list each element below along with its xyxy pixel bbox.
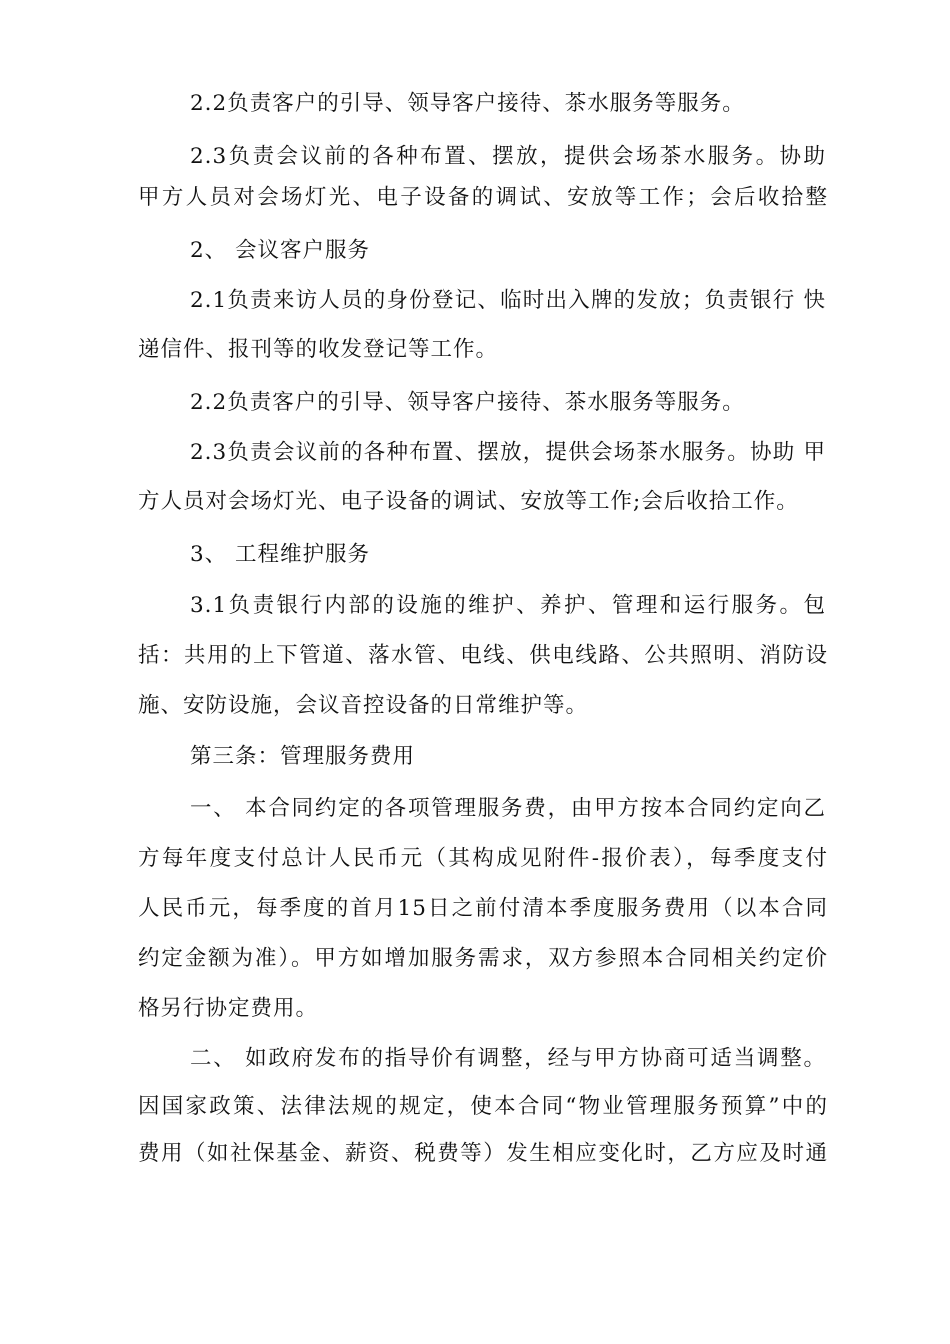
article-heading-3: 第三条：管理服务费用 xyxy=(190,744,416,769)
paragraph-line-12: 括：共用的上下管道、落水管、电线、供电线路、公共照明、消防设 xyxy=(138,643,828,668)
paragraph-line-2: 2.3负责会议前的各种布置、摆放，提供会场茶水服务。协助 xyxy=(190,144,826,169)
paragraph-line-15: 一、 本合同约定的各项管理服务费，由甲方按本合同约定向乙 xyxy=(190,796,826,821)
paragraph-line-3: 甲方人员对会场灯光、电子设备的调试、安放等工作；会后收拾整 xyxy=(138,185,828,210)
paragraph-line-11: 3.1负责银行内部的设施的维护、养护、管理和运行服务。包 xyxy=(190,593,826,618)
paragraph-line-9: 方人员对会场灯光、电子设备的调试、安放等工作;会后收拾工作。 xyxy=(138,489,799,514)
paragraph-line-16: 方每年度支付总计人民币元（其构成见附件-报价表），每季度支付 xyxy=(138,846,828,871)
paragraph-line-5: 2.1负责来访人员的身份登记、临时出入牌的发放；负责银行 快 xyxy=(190,288,826,313)
paragraph-line-21: 因国家政策、法律法规的规定，使本合同“物业管理服务预算”中的 xyxy=(138,1094,828,1119)
paragraph-line-20: 二、 如政府发布的指导价有调整，经与甲方协商可适当调整。 xyxy=(190,1046,826,1071)
paragraph-line-22: 费用（如社保基金、薪资、税费等）发生相应变化时，乙方应及时通 xyxy=(138,1141,828,1166)
paragraph-line-8: 2.3负责会议前的各种布置、摆放，提供会场茶水服务。协助 甲 xyxy=(190,440,826,465)
paragraph-line-19: 格另行协定费用。 xyxy=(138,996,319,1021)
paragraph-line-17: 人民币元，每季度的首月15日之前付清本季度服务费用（以本合同 xyxy=(138,896,828,921)
paragraph-line-6: 递信件、报刊等的收发登记等工作。 xyxy=(138,337,499,362)
paragraph-line-7: 2.2负责客户的引导、领导客户接待、茶水服务等服务。 xyxy=(190,390,745,415)
paragraph-line-1: 2.2负责客户的引导、领导客户接待、茶水服务等服务。 xyxy=(190,91,745,116)
paragraph-line-18: 约定金额为准）。甲方如增加服务需求，双方参照本合同相关约定价 xyxy=(138,946,828,971)
section-heading-3: 3、 工程维护服务 xyxy=(190,542,371,567)
section-heading-2: 2、 会议客户服务 xyxy=(190,238,371,263)
paragraph-line-13: 施、安防设施，会议音控设备的日常维护等。 xyxy=(138,693,589,718)
